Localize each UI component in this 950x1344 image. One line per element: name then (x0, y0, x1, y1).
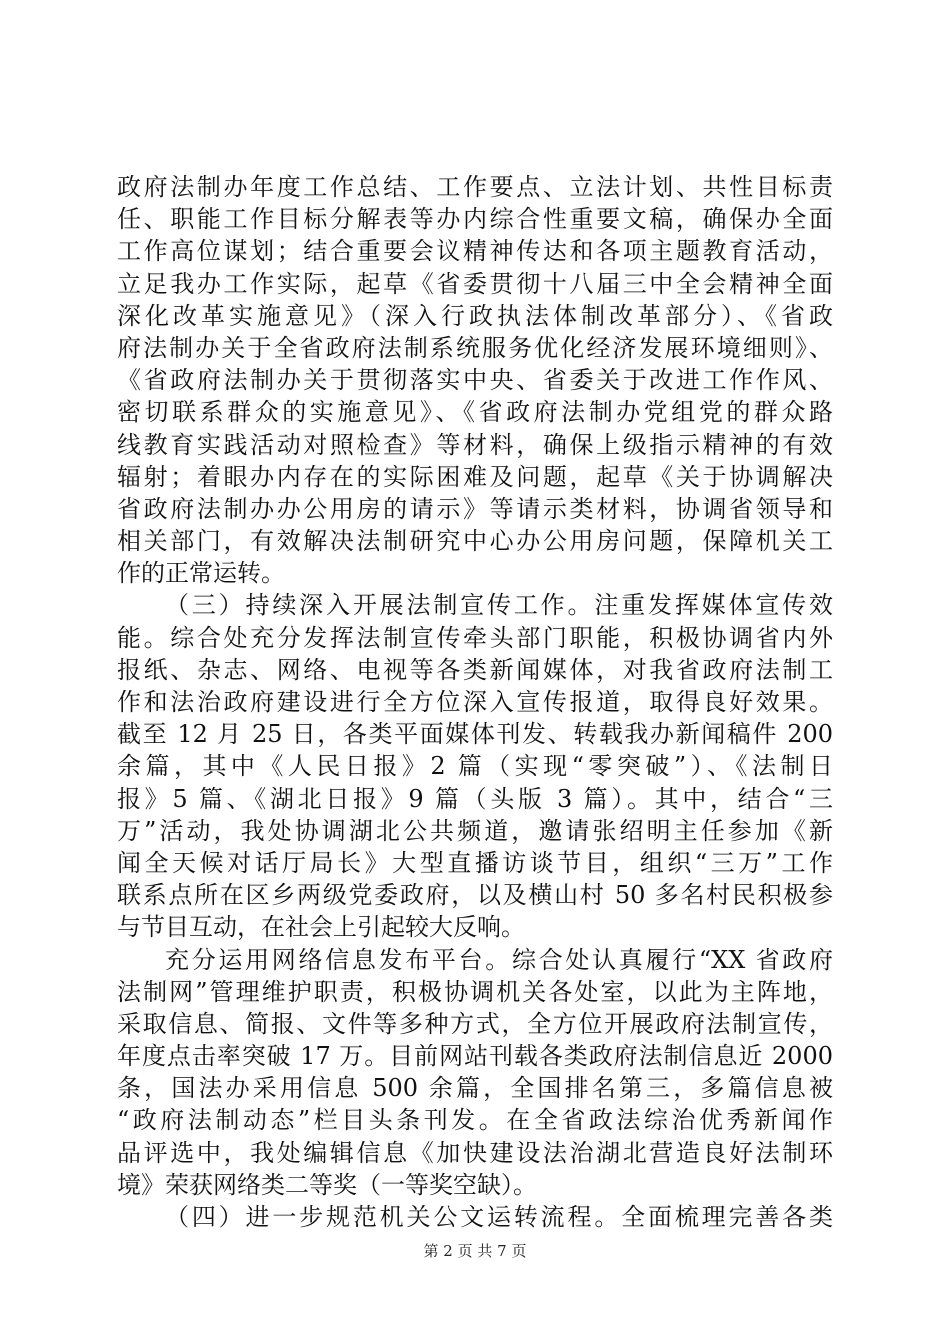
text-line: 境》荣获网络类二等奖（一等奖空缺）。 (117, 1170, 537, 1199)
text-line: 年度点击率突破 17 万。目前网站刊载各类政府法制信息近 2000 (117, 1042, 833, 1071)
text-line: 省政府法制办办公用房的请示》等请示类材料，协调省领导和 (117, 494, 833, 523)
text-line: 报纸、杂志、网络、电视等各类新闻媒体，对我省政府法制工 (117, 655, 833, 684)
text-line: 采取信息、简报、文件等多种方式，全方位开展政府法制宣传， (117, 1009, 833, 1038)
text-line: （三）持续深入开展法制宣传工作。注重发挥媒体宣传效 (165, 591, 833, 620)
text-line: 法制网”管理维护职责，积极协调机关各处室，以此为主阵地， (117, 977, 833, 1006)
text-line: 密切联系群众的实施意见》、《省政府法制办党组党的群众路 (117, 398, 833, 427)
text-line: “政府法制动态”栏目头条刊发。在全省政法综治优秀新闻作 (117, 1106, 833, 1135)
body-text (117, 171, 833, 1233)
text-line: 条，国法办采用信息 500 余篇，全国排名第三，多篇信息被 (117, 1074, 833, 1103)
text-line: 作的正常运转。 (117, 559, 285, 588)
text-line: 深化改革实施意见》（深入行政执法体制改革部分）、《省政 (117, 301, 833, 330)
paragraph (117, 171, 833, 589)
text-line: 闻全天候对话厅局长》大型直播访谈节目，组织“三万”工作 (117, 848, 833, 877)
text-line: 品评选中，我处编辑信息《加快建设法治湖北营造良好法制环 (117, 1138, 833, 1167)
text-line: 政府法制办年度工作总结、工作要点、立法计划、共性目标责 (117, 173, 833, 201)
text-line: 《省政府法制办关于贯彻落实中央、省委关于改进工作作风、 (117, 366, 833, 395)
text-line: 工作高位谋划；结合重要会议精神传达和各项主题教育活动， (117, 237, 833, 266)
text-line: 作和法治政府建设进行全方位深入宣传报道，取得良好效果。 (117, 688, 833, 716)
text-line: （四）进一步规范机关公文运转流程。全面梳理完善各类 (165, 1203, 833, 1231)
text-line: 相关部门，有效解决法制研究中心办公用房问题，保障机关工 (117, 527, 833, 556)
text-line: 线教育实践活动对照检查》等材料，确保上级指示精神的有效 (117, 430, 833, 459)
text-line: 任、职能工作目标分解表等办内综合性重要文稿，确保办全面 (117, 205, 833, 234)
text-line: 能。综合处充分发挥法制宣传牵头部门职能，积极协调省内外 (117, 623, 833, 652)
text-line: 截至 12 月 25 日，各类平面媒体刊发、转载我办新闻稿件 200 (117, 720, 833, 749)
text-line: 府法制办关于全省政府法制系统服务优化经济发展环境细则》、 (117, 333, 833, 362)
text-line: 报》5 篇、《湖北日报》9 篇（头版 3 篇）。其中，结合“三 (117, 784, 833, 813)
text-line: 充分运用网络信息发布平台。综合处认真履行“XX 省政府 (165, 945, 833, 974)
paragraph (117, 944, 833, 1202)
text-line: 与节目互动，在社会上引起较大反响。 (117, 913, 525, 942)
paragraph (117, 589, 833, 943)
text-line: 立足我办工作实际，起草《省委贯彻十八届三中全会精神全面 (117, 269, 833, 298)
text-line: 余篇，其中《人民日报》2 篇（实现“零突破”）、《法制日 (117, 752, 833, 781)
paragraph (117, 1201, 833, 1233)
text-line: 万”活动，我处协调湖北公共频道，邀请张绍明主任参加《新 (117, 816, 833, 845)
text-line: 辐射；着眼办内存在的实际困难及问题，起草《关于协调解决 (117, 462, 833, 491)
page-footer: 第 2 页 共 7 页 (423, 1242, 527, 1260)
text-line: 联系点所在区乡两级党委政府，以及横山村 50 多名村民积极参 (117, 881, 833, 910)
